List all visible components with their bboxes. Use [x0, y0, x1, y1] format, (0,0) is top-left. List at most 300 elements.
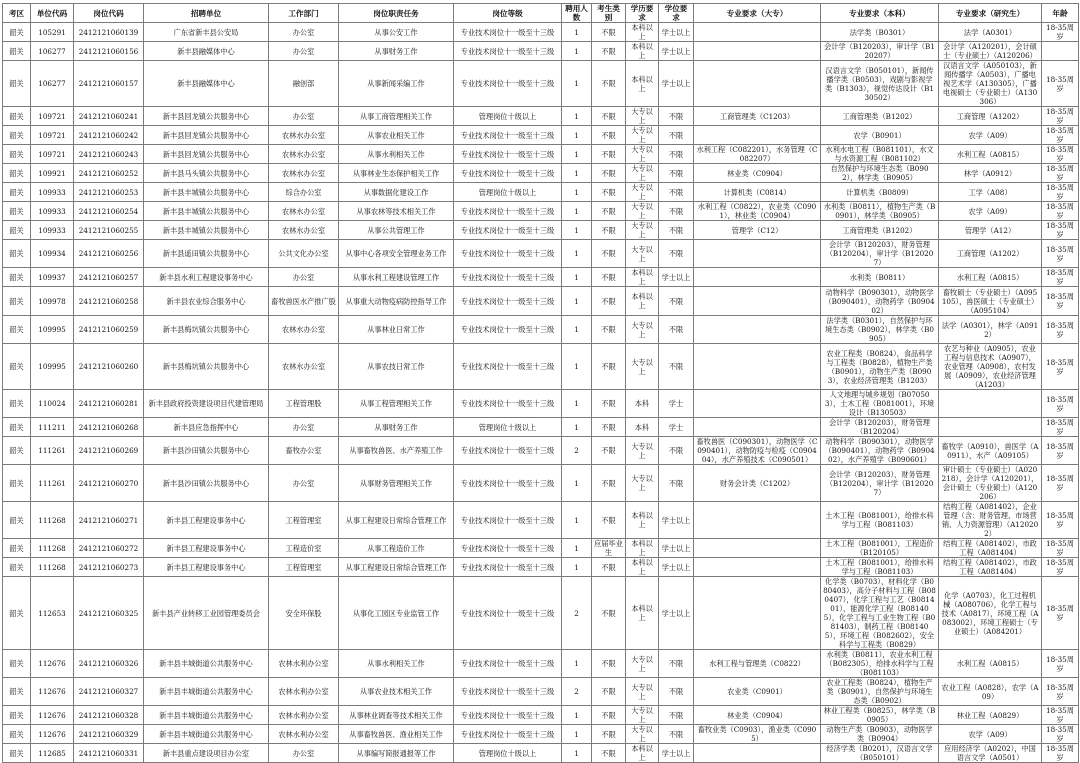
- cell-exam-area: 韶关: [3, 145, 31, 164]
- header-degree: 学位要求: [659, 4, 694, 23]
- cell-major-graduate: 法学（A0301），林学（A0912）: [939, 316, 1042, 344]
- cell-degree: 不限: [659, 287, 694, 316]
- cell-major-college: [694, 577, 821, 650]
- cell-education: 本科以上: [626, 61, 659, 107]
- cell-post-grade: 专业技术岗位十一级至十三级: [454, 390, 562, 418]
- cell-post-grade: 专业技术岗位十一级至十三级: [454, 145, 562, 164]
- cell-employer: 新丰县沙田镇公共服务中心: [144, 437, 269, 465]
- cell-education: 本科: [626, 390, 659, 418]
- cell-education: 大专以上: [626, 650, 659, 678]
- cell-candidate-type: 不限: [592, 42, 626, 61]
- cell-unit-code: 109921: [31, 164, 74, 183]
- cell-major-graduate: 农学（A09）: [939, 725, 1042, 744]
- header-post-code: 岗位代码: [74, 4, 144, 23]
- cell-post-grade: 管理岗位十级以上: [454, 183, 562, 202]
- cell-major-bachelor: 水利类（B0811），植物生产类（B0901），林学类（B0905）: [821, 202, 939, 221]
- cell-exam-area: 韶关: [3, 126, 31, 145]
- cell-candidate-type: 不限: [592, 678, 626, 706]
- cell-degree: 学士以上: [659, 744, 694, 763]
- cell-major-college: [694, 268, 821, 287]
- header-row: [3, 4, 1079, 23]
- cell-major-bachelor: 林业工程类（B0825），林学类（B0905）: [821, 706, 939, 725]
- cell-degree: 不限: [659, 183, 694, 202]
- cell-age: 18-35周岁: [1042, 287, 1079, 316]
- cell-major-college: [694, 744, 821, 763]
- cell-unit-code: 109933: [31, 183, 74, 202]
- cell-major-college: 水利工程与管理类（C0822）: [694, 650, 821, 678]
- cell-employer: 新丰县水利工程建设事务中心: [144, 268, 269, 287]
- cell-age: 18-35周岁: [1042, 558, 1079, 577]
- header-hire-count: 聘用人数: [562, 4, 592, 23]
- cell-major-bachelor: 会计学（B120203），审计学（B120207）: [821, 42, 939, 61]
- header-unit-code: 单位代码: [31, 4, 74, 23]
- cell-duties: 从事水利工程建设管理工作: [339, 268, 454, 287]
- cell-candidate-type: 不限: [592, 502, 626, 539]
- cell-education: 大专以上: [626, 107, 659, 126]
- cell-major-graduate: 管理学（A12）: [939, 221, 1042, 240]
- cell-major-graduate: 工学（A08）: [939, 183, 1042, 202]
- cell-department: 工程管理股: [269, 390, 339, 418]
- cell-candidate-type: 不限: [592, 344, 626, 390]
- cell-candidate-type: 不限: [592, 107, 626, 126]
- cell-post-grade: 管理岗位十级以上: [454, 418, 562, 437]
- cell-degree: 不限: [659, 437, 694, 465]
- cell-major-graduate: [939, 418, 1042, 437]
- cell-degree: 不限: [659, 145, 694, 164]
- cell-post-code: 2412121060281: [74, 390, 144, 418]
- cell-major-college: [694, 390, 821, 418]
- cell-duties: 从事重大动物疫病防控指导工作: [339, 287, 454, 316]
- cell-department: 农林水办公室: [269, 221, 339, 240]
- cell-hire-count: 1: [562, 42, 592, 61]
- cell-employer: 新丰县梅坑镇公共服务中心: [144, 344, 269, 390]
- cell-hire-count: 1: [562, 706, 592, 725]
- cell-age: 18-35周岁: [1042, 390, 1079, 418]
- cell-degree: 不限: [659, 240, 694, 268]
- cell-exam-area: 韶关: [3, 164, 31, 183]
- header-employer: 招聘单位: [144, 4, 269, 23]
- cell-duties: 从事中心各项安全管理业务工作: [339, 240, 454, 268]
- cell-major-bachelor: 汉语言文学（B050101），新闻传播学类（B0503），戏剧与影视学类（B1303），视觉传达设计（B130502）: [821, 61, 939, 107]
- cell-degree: 学士以上: [659, 268, 694, 287]
- cell-unit-code: 111261: [31, 465, 74, 502]
- cell-employer: 新丰县丰城街道公共服务中心: [144, 706, 269, 725]
- cell-employer: 新丰县回龙镇公共服务中心: [144, 126, 269, 145]
- cell-exam-area: 韶关: [3, 183, 31, 202]
- recruitment-table-sheet: [2, 3, 1078, 763]
- cell-employer: 新丰县产业转移工业园管理委员会: [144, 577, 269, 650]
- cell-major-graduate: 结构工程（A081402），市政工程（A081404）: [939, 558, 1042, 577]
- cell-unit-code: 109978: [31, 287, 74, 316]
- cell-candidate-type: 不限: [592, 126, 626, 145]
- cell-candidate-type: 不限: [592, 418, 626, 437]
- cell-education: 大专以上: [626, 678, 659, 706]
- cell-degree: 学士以上: [659, 558, 694, 577]
- cell-education: 本科以上: [626, 577, 659, 650]
- cell-hire-count: 1: [562, 287, 592, 316]
- cell-major-bachelor: 自然保护与环境生态类（B0902），林学类（B0905）: [821, 164, 939, 183]
- cell-post-code: 2412121060253: [74, 183, 144, 202]
- cell-major-bachelor: 化学类（B0703），材料化学（B080403），高分子材料与工程（B080407），化学工程与工艺（B081401），能源化学工程（B081405），化学工程与工业生物工程（B081403），制药工程（B081405），环境工程（B082602），安全科学与工程类（B0829）: [821, 577, 939, 650]
- table-row: [3, 316, 1079, 344]
- cell-employer: 新丰县丰城镇公共服务中心: [144, 221, 269, 240]
- cell-candidate-type: 不限: [592, 202, 626, 221]
- cell-major-bachelor: 水利类（B0811）: [821, 268, 939, 287]
- cell-unit-code: 111268: [31, 502, 74, 539]
- cell-hire-count: 1: [562, 502, 592, 539]
- cell-education: 本科以上: [626, 744, 659, 763]
- cell-candidate-type: 不限: [592, 725, 626, 744]
- cell-post-grade: 专业技术岗位十一级至十三级: [454, 42, 562, 61]
- cell-major-bachelor: 法学类（B0301）: [821, 23, 939, 42]
- cell-post-code: 2412121060256: [74, 240, 144, 268]
- cell-degree: 不限: [659, 650, 694, 678]
- cell-education: 本科以上: [626, 287, 659, 316]
- cell-age: 18-35周岁: [1042, 678, 1079, 706]
- cell-department: 公共文化办公室: [269, 240, 339, 268]
- cell-candidate-type: 不限: [592, 268, 626, 287]
- cell-unit-code: 112676: [31, 706, 74, 725]
- cell-education: 本科以上: [626, 539, 659, 558]
- cell-candidate-type: 不限: [592, 164, 626, 183]
- cell-post-grade: 专业技术岗位十一级至十三级: [454, 539, 562, 558]
- cell-major-college: [694, 287, 821, 316]
- cell-exam-area: 韶关: [3, 437, 31, 465]
- header-major-college: 专业要求（大专）: [694, 4, 821, 23]
- cell-post-code: 2412121060268: [74, 418, 144, 437]
- cell-unit-code: 112653: [31, 577, 74, 650]
- cell-candidate-type: 不限: [592, 577, 626, 650]
- cell-major-bachelor: 土木工程（B081001），工程造价（B120105）: [821, 539, 939, 558]
- header-exam-area: 考区: [3, 4, 31, 23]
- cell-duties: 从事财务工作: [339, 418, 454, 437]
- cell-major-college: [694, 539, 821, 558]
- cell-exam-area: 韶关: [3, 107, 31, 126]
- cell-major-bachelor: 计算机类（B0809）: [821, 183, 939, 202]
- cell-employer: 新丰县丰城镇公共服务中心: [144, 202, 269, 221]
- cell-age: 18-35周岁: [1042, 577, 1079, 650]
- cell-post-grade: 专业技术岗位十一级至十三级: [454, 502, 562, 539]
- cell-department: 农林水办公室: [269, 202, 339, 221]
- table-row: [3, 145, 1079, 164]
- header-age: 年龄: [1042, 4, 1079, 23]
- cell-post-code: 2412121060243: [74, 145, 144, 164]
- cell-major-college: 林业类（C0904）: [694, 706, 821, 725]
- cell-department: 农林水利办公室: [269, 650, 339, 678]
- cell-candidate-type: 不限: [592, 240, 626, 268]
- cell-exam-area: 韶关: [3, 240, 31, 268]
- cell-post-code: 2412121060327: [74, 678, 144, 706]
- cell-exam-area: 韶关: [3, 744, 31, 763]
- table-row: [3, 744, 1079, 763]
- cell-major-bachelor: 工商管理类（B1202）: [821, 107, 939, 126]
- cell-candidate-type: 不限: [592, 316, 626, 344]
- cell-major-college: [694, 126, 821, 145]
- cell-department: 办公室: [269, 465, 339, 502]
- cell-post-code: 2412121060272: [74, 539, 144, 558]
- cell-post-grade: 专业技术岗位十一级至十三级: [454, 61, 562, 107]
- cell-candidate-type: 不限: [592, 706, 626, 725]
- cell-major-graduate: 畜牧硕士（专业硕士）（A095105），兽医硕士（专业硕士）（A095104）: [939, 287, 1042, 316]
- cell-post-grade: 专业技术岗位十一级至十三级: [454, 240, 562, 268]
- cell-duties: 从事公安工作: [339, 23, 454, 42]
- cell-duties: 从事编写简报通报等工作: [339, 744, 454, 763]
- cell-exam-area: 韶关: [3, 502, 31, 539]
- cell-major-bachelor: 水利水电工程（B081101），水文与水资源工程（B081102）: [821, 145, 939, 164]
- cell-unit-code: 109934: [31, 240, 74, 268]
- table-row: [3, 126, 1079, 145]
- cell-post-grade: 专业技术岗位十一级至十三级: [454, 344, 562, 390]
- cell-candidate-type: 不限: [592, 390, 626, 418]
- table-row: [3, 287, 1079, 316]
- cell-major-graduate: 农学（A09）: [939, 126, 1042, 145]
- cell-unit-code: 106277: [31, 61, 74, 107]
- table-row: [3, 650, 1079, 678]
- cell-post-code: 2412121060258: [74, 287, 144, 316]
- cell-hire-count: 1: [562, 107, 592, 126]
- cell-unit-code: 109933: [31, 221, 74, 240]
- cell-candidate-type: 不限: [592, 465, 626, 502]
- cell-major-graduate: 化学（A0703），化工过程机械（A080706），化学工程与技术（A0817），环境工程（A083002），环境工程硕士（专业硕士）（A084201）: [939, 577, 1042, 650]
- cell-hire-count: 1: [562, 61, 592, 107]
- cell-major-graduate: 农业工程（A0828），农学（A09）: [939, 678, 1042, 706]
- cell-major-bachelor: 动物生产类（B0903），动物医学类（B0904）: [821, 725, 939, 744]
- cell-degree: 学士: [659, 418, 694, 437]
- cell-department: 农林水利办公室: [269, 725, 339, 744]
- cell-department: 融创部: [269, 61, 339, 107]
- cell-age: 18-35周岁: [1042, 145, 1079, 164]
- cell-degree: 不限: [659, 344, 694, 390]
- cell-major-college: [694, 23, 821, 42]
- cell-education: 本科以上: [626, 558, 659, 577]
- cell-exam-area: 韶关: [3, 23, 31, 42]
- cell-exam-area: 韶关: [3, 539, 31, 558]
- cell-duties: 从事财务管理相关工作: [339, 465, 454, 502]
- cell-hire-count: 1: [562, 23, 592, 42]
- cell-duties: 从事工程建设日常综合管理工作: [339, 502, 454, 539]
- cell-post-code: 2412121060254: [74, 202, 144, 221]
- cell-department: 农林水办公室: [269, 164, 339, 183]
- cell-unit-code: 109995: [31, 344, 74, 390]
- cell-employer: 新丰县回龙镇公共服务中心: [144, 145, 269, 164]
- cell-exam-area: 韶关: [3, 418, 31, 437]
- table-row: [3, 465, 1079, 502]
- cell-post-code: 2412121060269: [74, 437, 144, 465]
- table-row: [3, 268, 1079, 287]
- cell-age: 18-35周岁: [1042, 107, 1079, 126]
- cell-unit-code: 112676: [31, 650, 74, 678]
- cell-candidate-type: 不限: [592, 23, 626, 42]
- cell-department: 农林水办公室: [269, 145, 339, 164]
- cell-department: 办公室: [269, 744, 339, 763]
- cell-employer: 新丰县回龙镇公共服务中心: [144, 107, 269, 126]
- cell-major-graduate: 工商管理（A1202）: [939, 240, 1042, 268]
- cell-unit-code: 112676: [31, 678, 74, 706]
- cell-exam-area: 韶关: [3, 316, 31, 344]
- cell-department: 办公室: [269, 42, 339, 61]
- table-row: [3, 725, 1079, 744]
- cell-education: 大专以上: [626, 164, 659, 183]
- cell-major-college: 林业类（C0904）: [694, 164, 821, 183]
- cell-employer: 新丰县遥田镇公共服务中心: [144, 240, 269, 268]
- cell-hire-count: 2: [562, 678, 592, 706]
- cell-duties: 从事水利相关工作: [339, 145, 454, 164]
- cell-employer: 新丰县政府投资建设项目代建管理局: [144, 390, 269, 418]
- cell-major-college: [694, 61, 821, 107]
- cell-major-college: [694, 316, 821, 344]
- cell-exam-area: 韶关: [3, 465, 31, 502]
- header-education: 学历要求: [626, 4, 659, 23]
- cell-hire-count: 1: [562, 418, 592, 437]
- cell-major-graduate: 工商管理（A1202）: [939, 107, 1042, 126]
- cell-post-grade: 专业技术岗位十一级至十三级: [454, 316, 562, 344]
- cell-age: 18-35周岁: [1042, 126, 1079, 145]
- cell-post-code: 2412121060139: [74, 23, 144, 42]
- cell-age: 18-35周岁: [1042, 202, 1079, 221]
- cell-duties: 从事农技日常工作: [339, 344, 454, 390]
- cell-exam-area: 韶关: [3, 268, 31, 287]
- cell-age: 18-35周岁: [1042, 164, 1079, 183]
- cell-department: 畜牧办公室: [269, 437, 339, 465]
- cell-unit-code: 109933: [31, 202, 74, 221]
- table-body: [3, 23, 1079, 763]
- cell-exam-area: 韶关: [3, 287, 31, 316]
- cell-post-grade: 专业技术岗位十一级至十三级: [454, 577, 562, 650]
- cell-post-grade: 专业技术岗位十一级至十三级: [454, 164, 562, 183]
- cell-department: 安全环保股: [269, 577, 339, 650]
- cell-age: 18-35周岁: [1042, 437, 1079, 465]
- cell-post-code: 2412121060259: [74, 316, 144, 344]
- table-row: [3, 221, 1079, 240]
- cell-department: 办公室: [269, 107, 339, 126]
- cell-exam-area: 韶关: [3, 650, 31, 678]
- cell-major-graduate: 畜牧学（A0910），兽医学（A0911），水产（A09105）: [939, 437, 1042, 465]
- cell-employer: 新丰县重点建设项目办公室: [144, 744, 269, 763]
- cell-hire-count: 1: [562, 558, 592, 577]
- cell-exam-area: 韶关: [3, 558, 31, 577]
- cell-major-graduate: 法学（A0301）: [939, 23, 1042, 42]
- cell-major-college: [694, 418, 821, 437]
- header-department: 工作部门: [269, 4, 339, 23]
- cell-post-grade: 管理岗位十级以上: [454, 744, 562, 763]
- cell-duties: 从事工程造价工作: [339, 539, 454, 558]
- cell-major-college: 畜牧业类（C0903），渔业类（C0905）: [694, 725, 821, 744]
- cell-hire-count: 1: [562, 145, 592, 164]
- cell-unit-code: 112676: [31, 725, 74, 744]
- cell-education: 大专以上: [626, 465, 659, 502]
- cell-post-grade: 专业技术岗位十一级至十三级: [454, 725, 562, 744]
- table-row: [3, 183, 1079, 202]
- cell-major-graduate: 林学（A0912）: [939, 164, 1042, 183]
- header-major-bachelor: 专业要求（本科）: [821, 4, 939, 23]
- cell-major-college: 农业类（C0901）: [694, 678, 821, 706]
- header-candidate-type: 考生类别: [592, 4, 626, 23]
- cell-major-graduate: 水利工程（A0815）: [939, 650, 1042, 678]
- table-row: [3, 164, 1079, 183]
- cell-hire-count: 1: [562, 744, 592, 763]
- cell-education: 大专以上: [626, 145, 659, 164]
- cell-post-grade: 专业技术岗位十一级至十三级: [454, 126, 562, 145]
- header-major-graduate: 专业要求（研究生）: [939, 4, 1042, 23]
- cell-candidate-type: 不限: [592, 221, 626, 240]
- cell-department: 办公室: [269, 418, 339, 437]
- cell-duties: 从事化工园区专业监管工作: [339, 577, 454, 650]
- cell-major-college: 财务会计类（C1202）: [694, 465, 821, 502]
- cell-candidate-type: 不限: [592, 744, 626, 763]
- cell-duties: 从事数据化建设工作: [339, 183, 454, 202]
- cell-duties: 从事农业技术相关工作: [339, 678, 454, 706]
- cell-education: 大专以上: [626, 437, 659, 465]
- cell-hire-count: 1: [562, 344, 592, 390]
- cell-unit-code: 111261: [31, 437, 74, 465]
- cell-exam-area: 韶关: [3, 221, 31, 240]
- cell-major-bachelor: 水利类（B0811），农业水利工程（B082305），给排水科学与工程（B081103）: [821, 650, 939, 678]
- cell-employer: 新丰县融媒体中心: [144, 61, 269, 107]
- cell-education: 本科以上: [626, 268, 659, 287]
- cell-post-code: 2412121060325: [74, 577, 144, 650]
- cell-duties: 从事农业相关工作: [339, 126, 454, 145]
- cell-age: [1042, 42, 1079, 61]
- cell-major-college: [694, 344, 821, 390]
- cell-department: 农林水办公室: [269, 126, 339, 145]
- cell-post-code: 2412121060273: [74, 558, 144, 577]
- cell-duties: 从事工商管理相关工作: [339, 107, 454, 126]
- cell-education: 本科以上: [626, 502, 659, 539]
- cell-unit-code: 111211: [31, 418, 74, 437]
- cell-hire-count: 1: [562, 221, 592, 240]
- cell-post-grade: 专业技术岗位十一级至十三级: [454, 706, 562, 725]
- cell-hire-count: 1: [562, 202, 592, 221]
- cell-education: 大专以上: [626, 344, 659, 390]
- cell-candidate-type: 不限: [592, 61, 626, 107]
- cell-major-bachelor: 工商管理类（B1202）: [821, 221, 939, 240]
- table-row: [3, 706, 1079, 725]
- cell-age: 18-35周岁: [1042, 221, 1079, 240]
- cell-age: 18-35周岁: [1042, 539, 1079, 558]
- cell-degree: 不限: [659, 202, 694, 221]
- cell-department: 办公室: [269, 268, 339, 287]
- cell-degree: 不限: [659, 126, 694, 145]
- cell-duties: 从事新闻采编工作: [339, 61, 454, 107]
- cell-unit-code: 106277: [31, 42, 74, 61]
- table-row: [3, 61, 1079, 107]
- table-row: [3, 202, 1079, 221]
- cell-major-bachelor: 人文地理与城乡规划（B070503），土木工程（B081001），环境设计（B130503）: [821, 390, 939, 418]
- cell-degree: 学士以上: [659, 61, 694, 107]
- cell-employer: 新丰县丰城街道公共服务中心: [144, 650, 269, 678]
- cell-duties: 从事畜牧兽医、渔业相关工作: [339, 725, 454, 744]
- cell-duties: 从事公共管理工作: [339, 221, 454, 240]
- cell-degree: 不限: [659, 316, 694, 344]
- table-row: [3, 344, 1079, 390]
- cell-post-grade: 专业技术岗位十一级至十三级: [454, 221, 562, 240]
- cell-education: 大专以上: [626, 725, 659, 744]
- cell-major-bachelor: 动物科学（B090301），动物医学（B090401），动物药学（B090402）: [821, 287, 939, 316]
- table-row: [3, 437, 1079, 465]
- cell-major-graduate: 农艺与种业（A0905），农业工程与信息技术（A0907），农业管理（A0908），农村发展（A0909），农业经济管理（A1203）: [939, 344, 1042, 390]
- cell-duties: 从事财务工作: [339, 42, 454, 61]
- cell-post-code: 2412121060252: [74, 164, 144, 183]
- cell-unit-code: 105291: [31, 23, 74, 42]
- cell-hire-count: 1: [562, 725, 592, 744]
- cell-education: 大专以上: [626, 316, 659, 344]
- cell-age: 18-35周岁: [1042, 316, 1079, 344]
- cell-major-college: 水利工程（C082201），水务管理（C082207）: [694, 145, 821, 164]
- cell-degree: 不限: [659, 678, 694, 706]
- cell-post-code: 2412121060328: [74, 706, 144, 725]
- cell-hire-count: 1: [562, 240, 592, 268]
- cell-major-bachelor: 经济学类（B0201），汉语言文学（B050101）: [821, 744, 939, 763]
